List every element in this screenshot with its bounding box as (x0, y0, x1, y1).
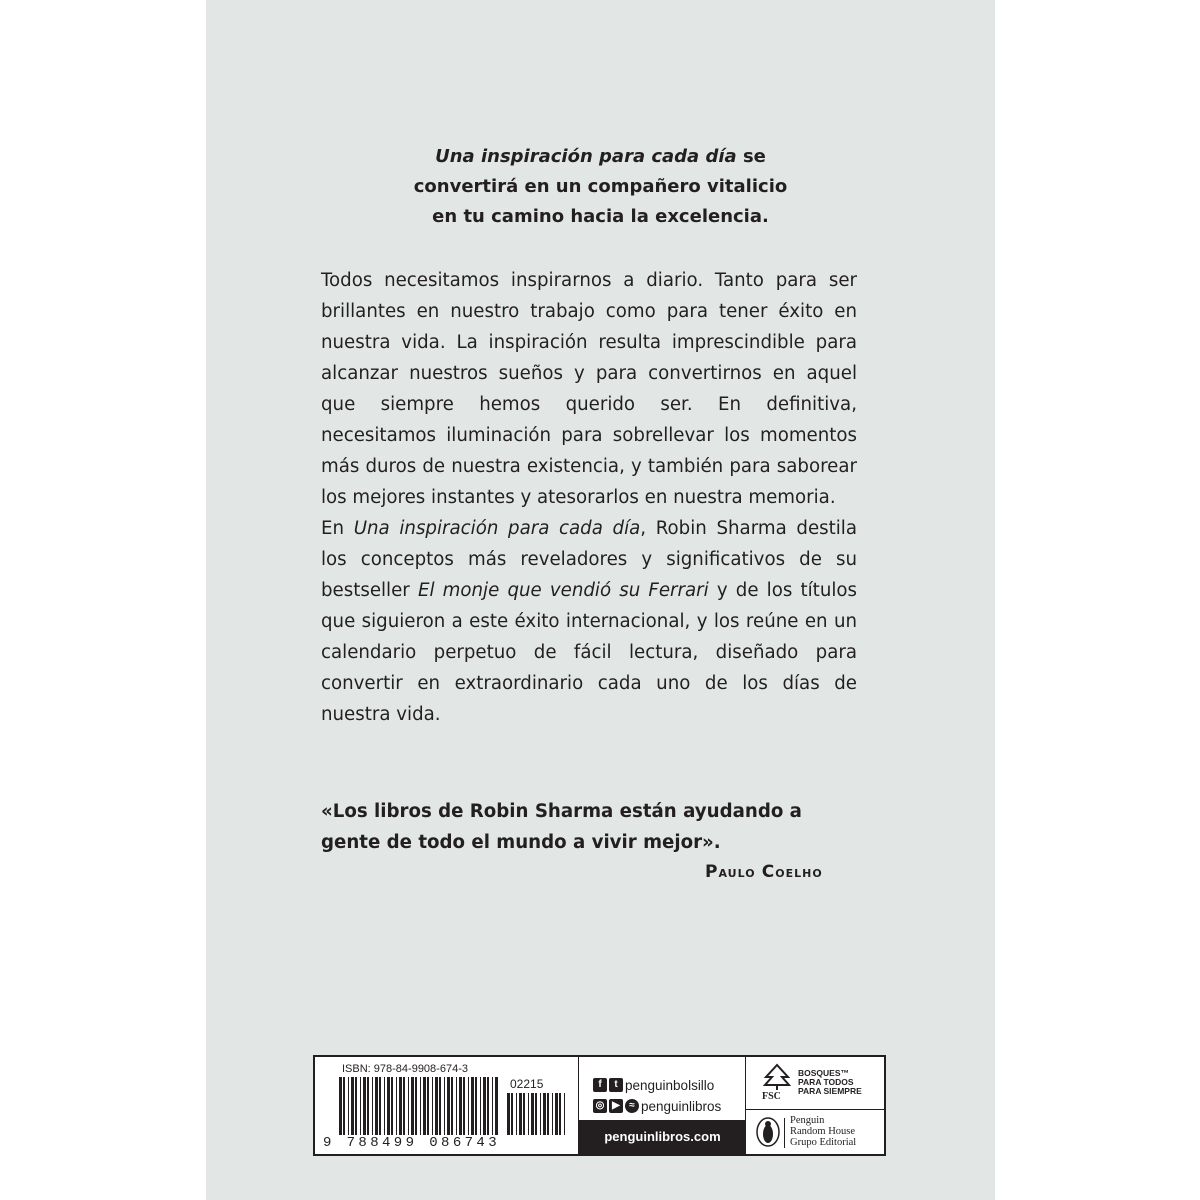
bestseller-title-italic: El monje que vendió su Ferrari (417, 580, 709, 601)
description-paragraph-2: En Una inspiración para cada día, Robin Sharma destila los conceptos más reveladores y significativos de su bestseller El monje que vendió su Ferrari y de los títulos que siguieron a este éxito internacional, y los reúne en un calendario perpetuo de fácil lectura, diseñado para convertir en extraordinario cada uno de los días de nuestra vida. (321, 518, 857, 725)
youtube-icon[interactable]: ▶ (609, 1099, 623, 1113)
social-row-2 (593, 1097, 721, 1115)
facebook-icon[interactable]: f (593, 1078, 607, 1092)
penguin-icon (756, 1117, 780, 1147)
logos-section (745, 1057, 885, 1154)
instagram-icon[interactable]: ◎ (593, 1099, 607, 1113)
spotify-icon[interactable]: ≈ (625, 1099, 639, 1113)
intro-line-3: en tu camino hacia la excelencia. (432, 206, 769, 227)
description-text (321, 265, 857, 730)
description-paragraph-1: Todos necesitamos inspirarnos a diario. Tanto para ser brillantes en nuestro trabajo como para tener éxito en nuestra vida. La inspiración resulta imprescindible para alcanzar nuestros sueños y para convertirnos en aquel que siempre hemos querido ser. En definitiva, necesitamos iluminación para sobrellevar los momentos más duros de nuestra existencia, y también para saborear los mejores instantes y atesorarlos en nuestra memoria. (321, 270, 857, 508)
book-title-italic: Una inspiración para cada día (353, 518, 641, 539)
twitter-icon[interactable]: t (609, 1078, 623, 1092)
isbn-number: ISBN: 978-84-9908-674-3 (342, 1063, 468, 1075)
social-handle-2[interactable]: penguinlibros (641, 1098, 722, 1114)
bosques-text: BOSQUES™ PARA TODOS PARA SIEMPRE (798, 1068, 862, 1096)
review-quote: «Los libros de Robin Sharma están ayudando a gente de todo el mundo a vivir mejor». (321, 801, 802, 853)
fsc-tree-icon (762, 1063, 792, 1091)
price-addon-number: 02215 (510, 1077, 544, 1091)
publisher-info-box (313, 1055, 886, 1156)
publisher-logo (746, 1110, 885, 1154)
website-link[interactable]: penguinlibros.com (579, 1120, 746, 1154)
ean-barcode (339, 1077, 499, 1135)
social-handle-1[interactable]: penguinbolsillo (625, 1077, 715, 1093)
fsc-logo (746, 1057, 885, 1110)
barcode-section (315, 1057, 578, 1154)
book-title-italic: Una inspiración para cada día (435, 146, 737, 167)
intro-line-2: convertirá en un compañero vitalicio (413, 176, 788, 197)
publisher-divider (784, 1118, 785, 1148)
intro-line-1: Una inspiración para cada día se (435, 146, 766, 167)
quote-author: Paulo Coelho (705, 862, 823, 882)
fsc-label: FSC (762, 1091, 781, 1102)
social-section (578, 1057, 746, 1154)
intro-blurb (206, 142, 995, 232)
addon-barcode (507, 1093, 567, 1135)
publisher-name: Penguin Random House Grupo Editorial (790, 1115, 857, 1148)
social-row-1 (593, 1076, 714, 1094)
barcode-digits: 9 788499 086743 (323, 1135, 501, 1151)
